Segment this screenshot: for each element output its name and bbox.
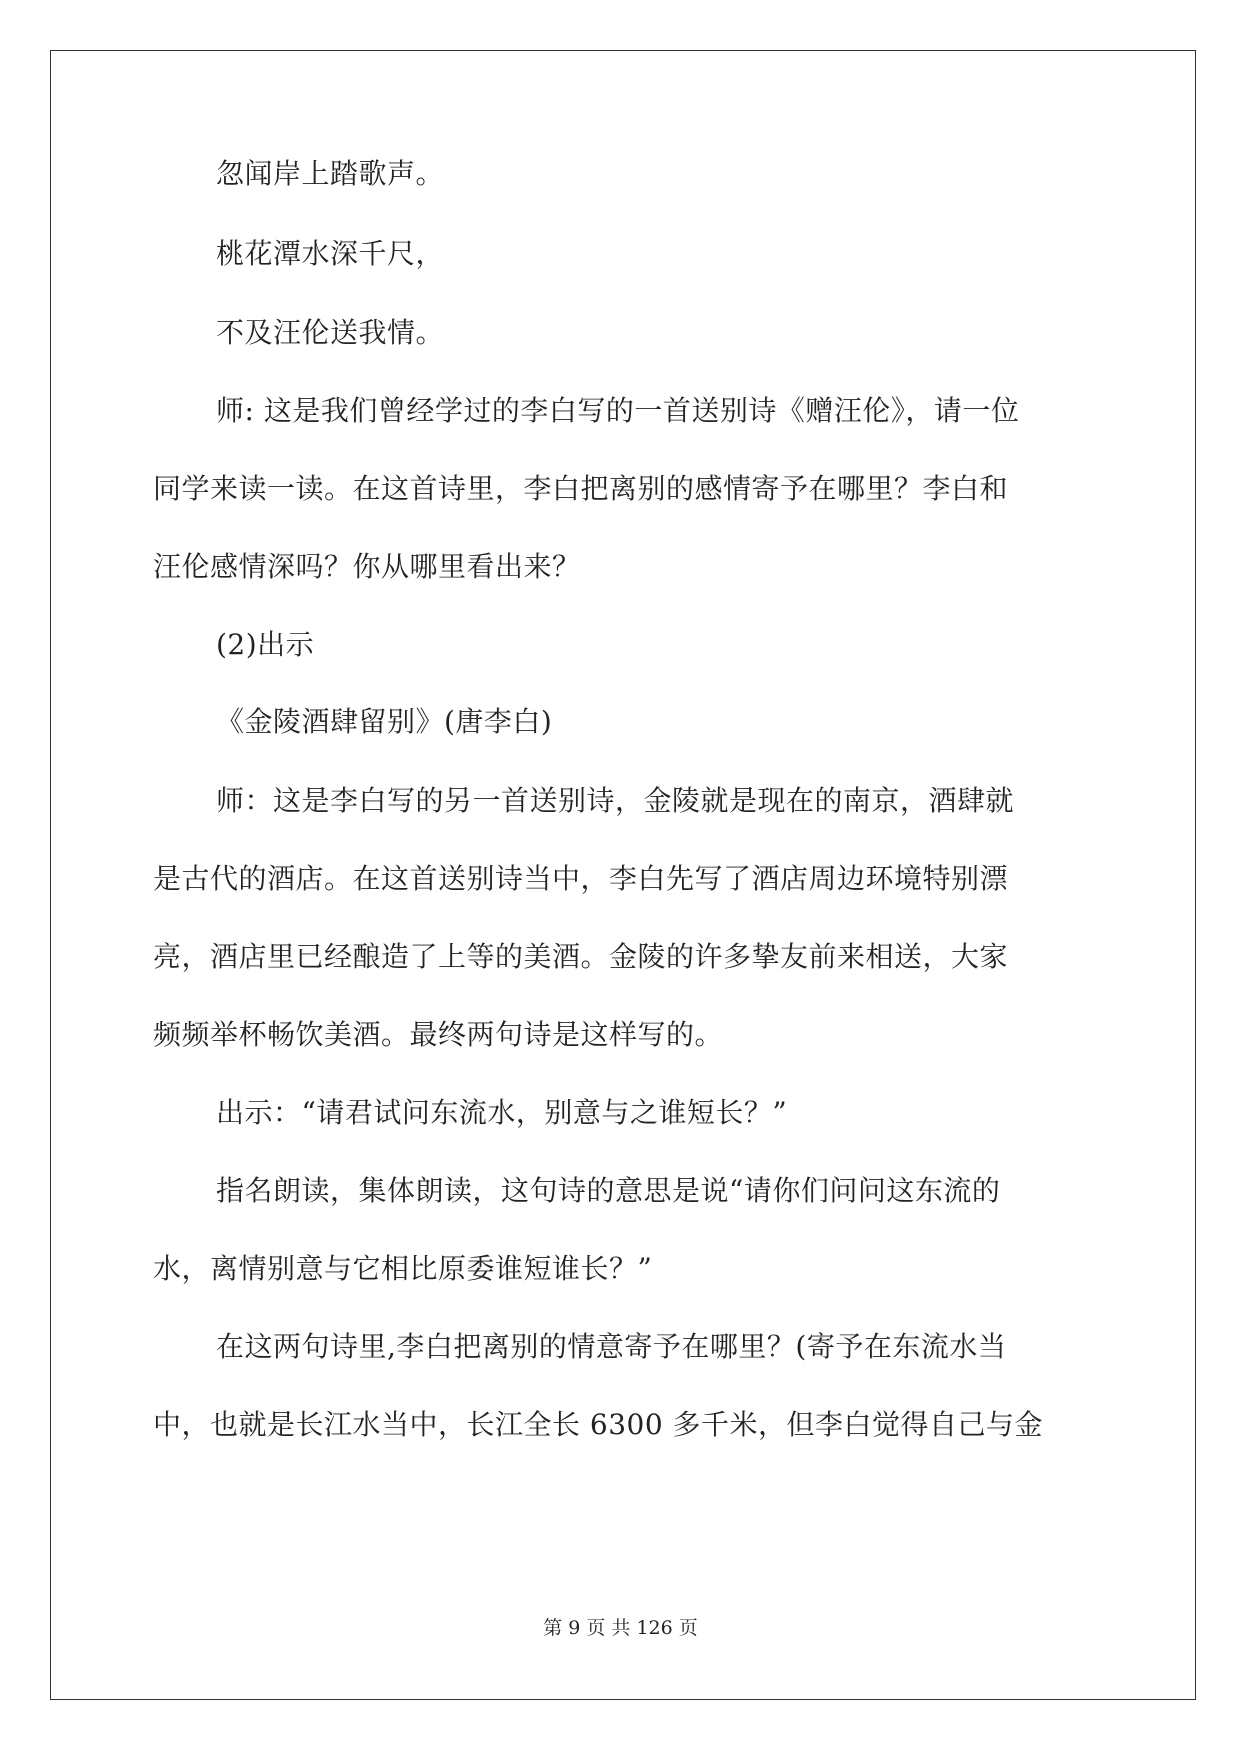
poem-line-3: 不及汪伦送我情。 xyxy=(216,316,445,349)
paragraph-line: 是古代的酒店。在这首送别诗当中，李白先写了酒店周边环境特别漂 xyxy=(153,862,1009,895)
paragraph-line: 在这两句诗里,李白把离别的情意寄予在哪里？(寄予在东流水当 xyxy=(216,1330,1007,1363)
paragraph-line: 师: 这是我们曾经学过的李白写的一首送别诗《赠汪伦》，请一位 xyxy=(216,394,1020,427)
page-footer: 第 9 页 共 126 页 xyxy=(543,1617,698,1639)
poem-title: 《金陵酒肆留别》(唐李白) xyxy=(216,705,553,738)
paragraph-line: 师：这是李白写的另一首送别诗，金陵就是现在的南京，酒肆就 xyxy=(216,784,1015,817)
paragraph-line: 中，也就是长江水当中，长江全长 6300 多千米，但李白觉得自己与金 xyxy=(153,1408,1044,1441)
paragraph-line: 亮，酒店里已经酿造了上等的美酒。金陵的许多挚友前来相送，大家 xyxy=(153,940,1009,973)
paragraph-line: 水，离情别意与它相比原委谁短谁长？” xyxy=(153,1252,653,1285)
poem-line-1: 忽闻岸上踏歌声。 xyxy=(216,157,445,190)
quote-line: 出示：“请君试问东流水，别意与之谁短长？” xyxy=(216,1096,788,1129)
paragraph-line: 指名朗读，集体朗读，这句诗的意思是说“请你们问问这东流的 xyxy=(216,1174,1001,1207)
paragraph-line: 汪伦感情深吗？你从哪里看出来？ xyxy=(153,550,581,583)
poem-line-2: 桃花潭水深千尺， xyxy=(216,237,445,270)
paragraph-line: 同学来读一读。在这首诗里，李白把离别的感情寄予在哪里？李白和 xyxy=(153,472,1009,505)
paragraph-line: 频频举杯畅饮美酒。最终两句诗是这样写的。 xyxy=(153,1018,724,1051)
section-heading: (2)出示 xyxy=(216,628,315,661)
